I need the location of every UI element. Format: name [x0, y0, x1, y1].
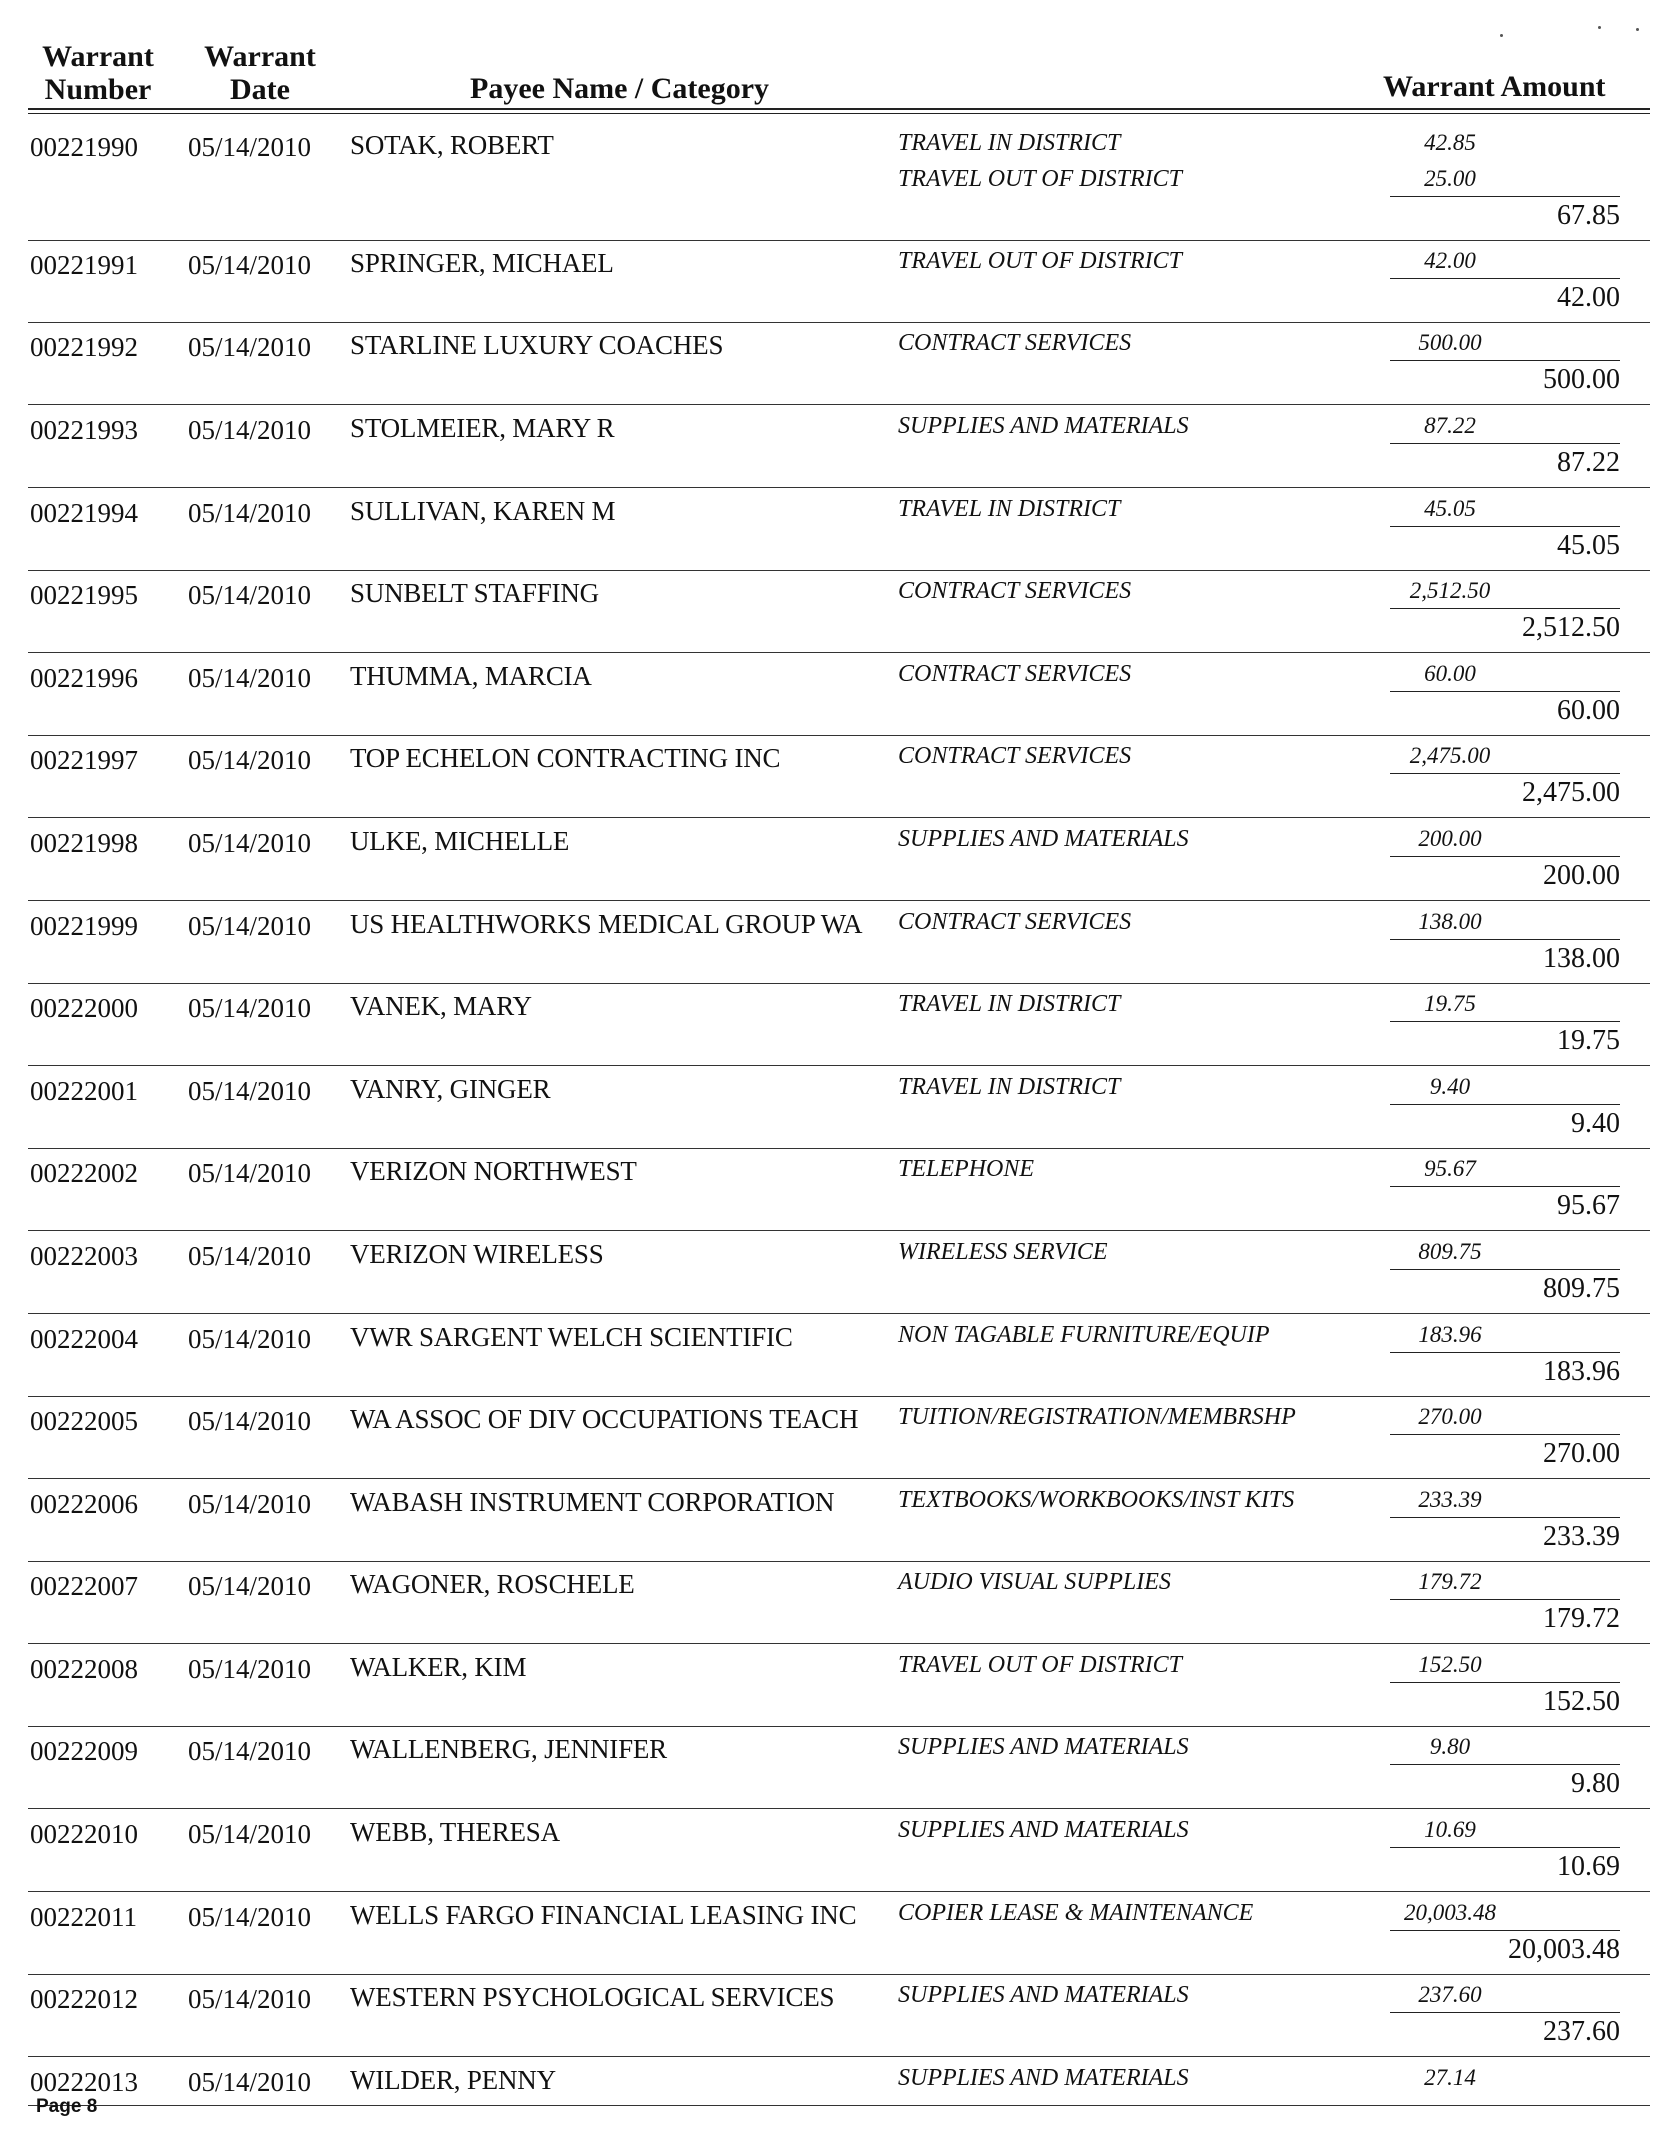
subtotal-rule	[1390, 1104, 1620, 1105]
subtotal-rule	[1390, 939, 1620, 940]
subtotal-rule	[1390, 1021, 1620, 1022]
category-name: TUITION/REGISTRATION/MEMBRSHP	[898, 1404, 1296, 1430]
scan-speck	[1636, 28, 1639, 31]
line-amount: 2,512.50	[1409, 578, 1491, 603]
row-separator	[28, 1726, 1650, 1727]
category-name: TELEPHONE	[898, 1156, 1035, 1182]
warrant-number: 00221999	[30, 911, 138, 941]
line-amount: 152.50	[1418, 1652, 1482, 1677]
payee-name: THUMMA, MARCIA	[350, 661, 592, 691]
warrant-total: 95.67	[1557, 1190, 1620, 1221]
category-name: SUPPLIES AND MATERIALS	[898, 826, 1189, 852]
warrant-number: 00222002	[30, 1158, 138, 1188]
header-warrant-date-line1: Warrant	[204, 40, 316, 73]
line-amount: 183.96	[1418, 1322, 1482, 1347]
warrant-number: 00222005	[30, 1406, 138, 1436]
payee-name: STARLINE LUXURY COACHES	[350, 330, 724, 360]
warrant-total: 2,475.00	[1522, 777, 1620, 808]
line-amount: 809.75	[1418, 1239, 1482, 1264]
row-separator	[28, 1808, 1650, 1809]
payee-name: WESTERN PSYCHOLOGICAL SERVICES	[350, 1982, 835, 2012]
subtotal-rule	[1390, 1352, 1620, 1353]
row-separator	[28, 2056, 1650, 2057]
payee-name: WALLENBERG, JENNIFER	[350, 1734, 667, 1764]
payee-name: SUNBELT STAFFING	[350, 578, 599, 608]
line-amount: 25.00	[1424, 166, 1476, 191]
payee-name: ULKE, MICHELLE	[350, 826, 570, 856]
warrant-number: 00222006	[30, 1489, 138, 1519]
scan-speck	[1598, 26, 1601, 29]
warrant-number: 00221991	[30, 250, 138, 280]
payee-name: STOLMEIER, MARY R	[350, 413, 615, 443]
warrant-date: 05/14/2010	[188, 1819, 312, 1849]
row-separator	[28, 1643, 1650, 1644]
payee-name: VANEK, MARY	[350, 991, 532, 1021]
warrant-total: 2,512.50	[1522, 612, 1620, 643]
warrant-total: 152.50	[1543, 1686, 1620, 1717]
line-amount: 20,003.48	[1404, 1900, 1496, 1925]
warrant-date: 05/14/2010	[188, 332, 312, 362]
category-name: SUPPLIES AND MATERIALS	[898, 2065, 1189, 2091]
line-amount: 10.69	[1424, 1817, 1476, 1842]
header-warrant-amount: Warrant Amount	[1383, 70, 1606, 103]
header-warrant-date-line2: Date	[230, 73, 290, 106]
warrant-number: 00221998	[30, 828, 138, 858]
category-name: SUPPLIES AND MATERIALS	[898, 1982, 1189, 2008]
subtotal-rule	[1390, 773, 1620, 774]
warrant-total: 10.69	[1557, 1851, 1620, 1882]
row-separator	[28, 983, 1650, 984]
warrant-total: 200.00	[1543, 860, 1620, 891]
subtotal-rule	[1390, 691, 1620, 692]
category-name: CONTRACT SERVICES	[898, 330, 1132, 356]
subtotal-rule	[1390, 608, 1620, 609]
warrant-total: 233.39	[1543, 1521, 1620, 1552]
payee-name: WAGONER, ROSCHELE	[350, 1569, 635, 1599]
line-amount: 9.80	[1429, 1734, 1471, 1759]
line-amount: 233.39	[1418, 1487, 1482, 1512]
warrant-date: 05/14/2010	[188, 415, 312, 445]
warrant-number: 00221992	[30, 332, 138, 362]
warrant-number: 00222008	[30, 1654, 138, 1684]
subtotal-rule	[1390, 443, 1620, 444]
category-name: TEXTBOOKS/WORKBOOKS/INST KITS	[898, 1487, 1295, 1513]
payee-name: SOTAK, ROBERT	[350, 130, 554, 160]
warrant-date: 05/14/2010	[188, 993, 312, 1023]
warrant-date: 05/14/2010	[188, 828, 312, 858]
subtotal-rule	[1390, 856, 1620, 857]
category-name: COPIER LEASE & MAINTENANCE	[898, 1900, 1254, 1926]
warrant-number: 00222007	[30, 1571, 138, 1601]
line-amount: 42.00	[1424, 248, 1476, 273]
warrant-date: 05/14/2010	[188, 580, 312, 610]
payee-name: WALKER, KIM	[350, 1652, 527, 1682]
line-amount: 179.72	[1418, 1569, 1482, 1594]
warrant-total: 138.00	[1543, 943, 1620, 974]
row-separator	[28, 487, 1650, 488]
warrant-total: 87.22	[1557, 447, 1620, 478]
payee-name: VWR SARGENT WELCH SCIENTIFIC	[350, 1322, 793, 1352]
subtotal-rule	[1390, 1186, 1620, 1187]
warrant-date: 05/14/2010	[188, 1654, 312, 1684]
warrant-total: 809.75	[1543, 1273, 1620, 1304]
category-name: TRAVEL OUT OF DISTRICT	[898, 248, 1182, 274]
subtotal-rule	[1390, 1517, 1620, 1518]
category-name: CONTRACT SERVICES	[898, 909, 1132, 935]
row-separator	[28, 900, 1650, 901]
warrant-date: 05/14/2010	[188, 1406, 312, 1436]
row-separator	[28, 1891, 1650, 1892]
category-name: AUDIO VISUAL SUPPLIES	[898, 1569, 1171, 1595]
line-amount: 27.14	[1424, 2065, 1476, 2090]
warrant-total: 45.05	[1557, 530, 1620, 561]
payee-name: WILDER, PENNY	[350, 2065, 556, 2095]
row-separator	[28, 570, 1650, 571]
header-payee-category: Payee Name / Category	[470, 72, 770, 105]
warrant-date: 05/14/2010	[188, 1571, 312, 1601]
warrant-date: 05/14/2010	[188, 1736, 312, 1766]
warrant-date: 05/14/2010	[188, 911, 312, 941]
warrant-number: 00221997	[30, 745, 138, 775]
warrant-date: 05/14/2010	[188, 2067, 312, 2097]
row-separator	[28, 240, 1650, 241]
warrant-date: 05/14/2010	[188, 1984, 312, 2014]
payee-name: VERIZON WIRELESS	[350, 1239, 604, 1269]
line-amount: 45.05	[1424, 496, 1476, 521]
warrant-date: 05/14/2010	[188, 1902, 312, 1932]
subtotal-rule	[1390, 278, 1620, 279]
category-name: SUPPLIES AND MATERIALS	[898, 1734, 1189, 1760]
category-name: TRAVEL OUT OF DISTRICT	[898, 166, 1182, 192]
category-name: WIRELESS SERVICE	[898, 1239, 1108, 1265]
subtotal-rule	[1390, 1434, 1620, 1435]
category-line	[0, 130, 1664, 166]
category-name: TRAVEL IN DISTRICT	[898, 496, 1121, 522]
warrant-total: 60.00	[1557, 695, 1620, 726]
category-name: CONTRACT SERVICES	[898, 578, 1132, 604]
category-name: SUPPLIES AND MATERIALS	[898, 1817, 1189, 1843]
row-separator	[28, 2105, 1650, 2106]
warrant-number: 00222013	[30, 2067, 138, 2097]
category-name: CONTRACT SERVICES	[898, 743, 1132, 769]
subtotal-rule	[1390, 1847, 1620, 1848]
warrant-number: 00221993	[30, 415, 138, 445]
line-amount: 200.00	[1418, 826, 1482, 851]
payee-name: US HEALTHWORKS MEDICAL GROUP WA	[350, 909, 863, 939]
row-separator	[28, 1230, 1650, 1231]
warrant-date: 05/14/2010	[188, 1489, 312, 1519]
warrant-total: 20,003.48	[1508, 1934, 1620, 1965]
line-amount: 42.85	[1424, 130, 1476, 155]
warrant-total: 67.85	[1557, 200, 1620, 231]
row-separator	[28, 1396, 1650, 1397]
subtotal-rule	[1390, 1269, 1620, 1270]
header-warrant-date	[190, 40, 330, 106]
payee-name: SPRINGER, MICHAEL	[350, 248, 614, 278]
row-separator	[28, 1561, 1650, 1562]
warrant-date: 05/14/2010	[188, 745, 312, 775]
line-amount: 87.22	[1424, 413, 1476, 438]
header-warrant-number	[28, 40, 168, 106]
subtotal-rule	[1390, 1682, 1620, 1683]
row-separator	[28, 1974, 1650, 1975]
line-amount: 9.40	[1429, 1074, 1471, 1099]
header-rule-bottom	[28, 113, 1650, 114]
row-separator	[28, 652, 1650, 653]
row-separator	[28, 1148, 1650, 1149]
category-name: TRAVEL IN DISTRICT	[898, 130, 1121, 156]
line-amount: 19.75	[1424, 991, 1476, 1016]
header-warrant-number-line1: Warrant	[42, 40, 154, 73]
payee-name: TOP ECHELON CONTRACTING INC	[350, 743, 781, 773]
row-separator	[28, 1313, 1650, 1314]
warrant-total: 270.00	[1543, 1438, 1620, 1469]
payee-name: WELLS FARGO FINANCIAL LEASING INC	[350, 1900, 857, 1930]
warrant-total: 500.00	[1543, 364, 1620, 395]
warrant-number: 00222000	[30, 993, 138, 1023]
payee-name: SULLIVAN, KAREN M	[350, 496, 616, 526]
category-name: TRAVEL IN DISTRICT	[898, 991, 1121, 1017]
warrant-date: 05/14/2010	[188, 1158, 312, 1188]
warrant-date: 05/14/2010	[188, 663, 312, 693]
category-name: TRAVEL IN DISTRICT	[898, 1074, 1121, 1100]
payee-name: WEBB, THERESA	[350, 1817, 560, 1847]
line-amount: 270.00	[1418, 1404, 1482, 1429]
warrant-total: 237.60	[1543, 2016, 1620, 2047]
line-amount: 95.67	[1424, 1156, 1476, 1181]
warrant-number: 00221996	[30, 663, 138, 693]
line-amount: 60.00	[1424, 661, 1476, 686]
warrant-number: 00221994	[30, 498, 138, 528]
warrant-date: 05/14/2010	[188, 1241, 312, 1271]
warrant-date: 05/14/2010	[188, 250, 312, 280]
row-separator	[28, 1478, 1650, 1479]
warrant-total: 9.80	[1571, 1768, 1620, 1799]
warrant-date: 05/14/2010	[188, 1076, 312, 1106]
payee-name: VANRY, GINGER	[350, 1074, 551, 1104]
warrant-number: 00222004	[30, 1324, 138, 1354]
warrant-total: 42.00	[1557, 282, 1620, 313]
line-amount: 237.60	[1418, 1982, 1482, 2007]
payee-name: WABASH INSTRUMENT CORPORATION	[350, 1487, 835, 1517]
subtotal-rule	[1390, 196, 1620, 197]
header-rule-top	[28, 108, 1650, 110]
warrant-number: 00221995	[30, 580, 138, 610]
warrant-date: 05/14/2010	[188, 132, 312, 162]
row-separator	[28, 735, 1650, 736]
warrant-total: 179.72	[1543, 1603, 1620, 1634]
category-line	[0, 2065, 1664, 2101]
warrant-date: 05/14/2010	[188, 1324, 312, 1354]
category-name: NON TAGABLE FURNITURE/EQUIP	[898, 1322, 1270, 1348]
warrant-total: 183.96	[1543, 1356, 1620, 1387]
header-warrant-number-line2: Number	[44, 73, 152, 106]
page-number-label: Page 8	[36, 2096, 98, 2117]
subtotal-rule	[1390, 526, 1620, 527]
row-separator	[28, 322, 1650, 323]
subtotal-rule	[1390, 2012, 1620, 2013]
payee-name: VERIZON NORTHWEST	[350, 1156, 637, 1186]
row-separator	[28, 817, 1650, 818]
line-amount: 138.00	[1418, 909, 1482, 934]
line-amount: 2,475.00	[1409, 743, 1491, 768]
warrant-date: 05/14/2010	[188, 498, 312, 528]
payee-name: WA ASSOC OF DIV OCCUPATIONS TEACH	[350, 1404, 859, 1434]
warrant-number: 00222001	[30, 1076, 138, 1106]
warrant-number: 00222009	[30, 1736, 138, 1766]
row-separator	[28, 404, 1650, 405]
category-name: TRAVEL OUT OF DISTRICT	[898, 1652, 1182, 1678]
warrant-number: 00222012	[30, 1984, 138, 2014]
row-separator	[28, 1065, 1650, 1066]
warrant-number: 00222003	[30, 1241, 138, 1271]
warrant-number: 00222010	[30, 1819, 138, 1849]
warrant-number: 00221990	[30, 132, 138, 162]
line-amount: 500.00	[1418, 330, 1482, 355]
warrant-total: 19.75	[1557, 1025, 1620, 1056]
subtotal-rule	[1390, 1930, 1620, 1931]
subtotal-rule	[1390, 1764, 1620, 1765]
warrant-total: 9.40	[1571, 1108, 1620, 1139]
category-name: SUPPLIES AND MATERIALS	[898, 413, 1189, 439]
subtotal-rule	[1390, 360, 1620, 361]
scan-speck	[1500, 34, 1503, 37]
subtotal-rule	[1390, 1599, 1620, 1600]
warrant-number: 00222011	[30, 1902, 137, 1932]
category-name: CONTRACT SERVICES	[898, 661, 1132, 687]
